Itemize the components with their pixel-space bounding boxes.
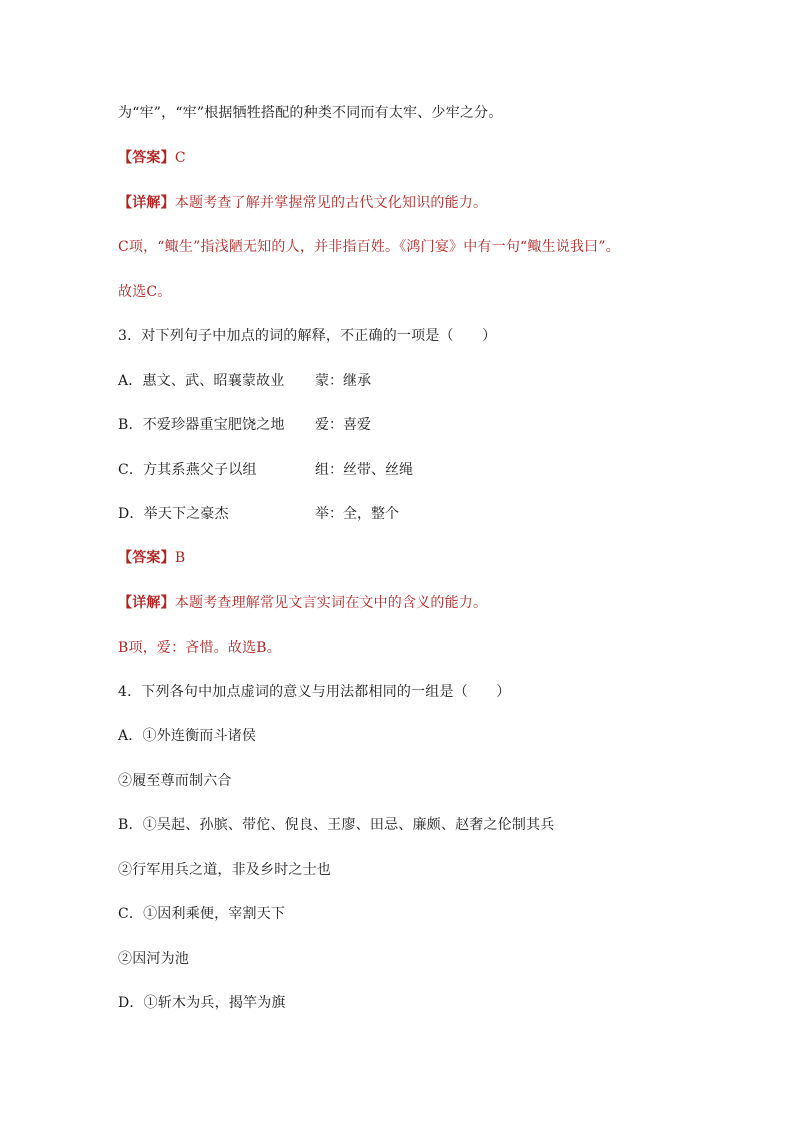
q4-line: ②履至尊而制六合	[118, 773, 232, 789]
answer-value: B	[174, 550, 186, 566]
q3-option-a: A．惠文、武、昭襄蒙故业	[118, 373, 285, 389]
detail-tag: 【详解】	[118, 595, 175, 611]
q3-option-b: B．不爱珍器重宝肥饶之地	[118, 417, 285, 433]
q3-option-c-gloss: 组：丝带、丝绳	[315, 462, 413, 478]
answer-3	[118, 549, 185, 567]
answer-tag: 【答案】	[118, 150, 175, 166]
detail-3	[118, 594, 487, 612]
detail-1	[118, 194, 487, 212]
question-4-stem: 4．下列各句中加点虚词的意义与用法都相同的一组是（ ）	[118, 684, 511, 700]
q4-line: ②因河为池	[118, 951, 189, 967]
q4-line: A．①外连衡而斗诸侯	[118, 728, 257, 744]
q4-line: B．①吴起、孙膑、带佗、倪良、王廖、田忌、廉颇、赵奢之伦制其兵	[118, 817, 555, 833]
choose-1: 故选C。	[118, 284, 172, 300]
intro-paragraph: 为“牢”，“牢”根据牺牲搭配的种类不同而有太牢、少牢之分。	[118, 105, 503, 121]
q4-line: D．①斩木为兵，揭竿为旗	[118, 995, 286, 1011]
detail-1-explanation: C项，“鲰生”指浅陋无知的人，并非指百姓。《鸿门宴》中有一句“鲰生说我曰”。	[118, 239, 620, 255]
q3-option-c: C．方其系燕父子以组	[118, 462, 257, 478]
detail-text: 本题考查了解并掌握常见的古代文化知识的能力。	[174, 195, 488, 211]
q4-line: C．①因利乘便，宰割天下	[118, 906, 286, 922]
question-3-stem: 3．对下列句子中加点的词的解释，不正确的一项是（ ）	[118, 328, 497, 344]
q4-line: ②行军用兵之道，非及乡时之士也	[118, 862, 331, 878]
detail-tag: 【详解】	[118, 195, 175, 211]
q3-option-b-gloss: 爱：喜爱	[315, 417, 371, 433]
q3-option-d: D．举天下之豪杰	[118, 506, 229, 522]
answer-tag: 【答案】	[118, 550, 175, 566]
answer-1	[118, 149, 186, 167]
q3-option-a-gloss: 蒙：继承	[315, 373, 371, 389]
q3-option-d-gloss: 举：全，整个	[315, 506, 399, 522]
answer-value: C	[174, 150, 186, 166]
detail-text: 本题考查理解常见文言实词在文中的含义的能力。	[174, 595, 488, 611]
detail-3-explanation: B项，爱：吝惜。故选B。	[118, 640, 281, 656]
